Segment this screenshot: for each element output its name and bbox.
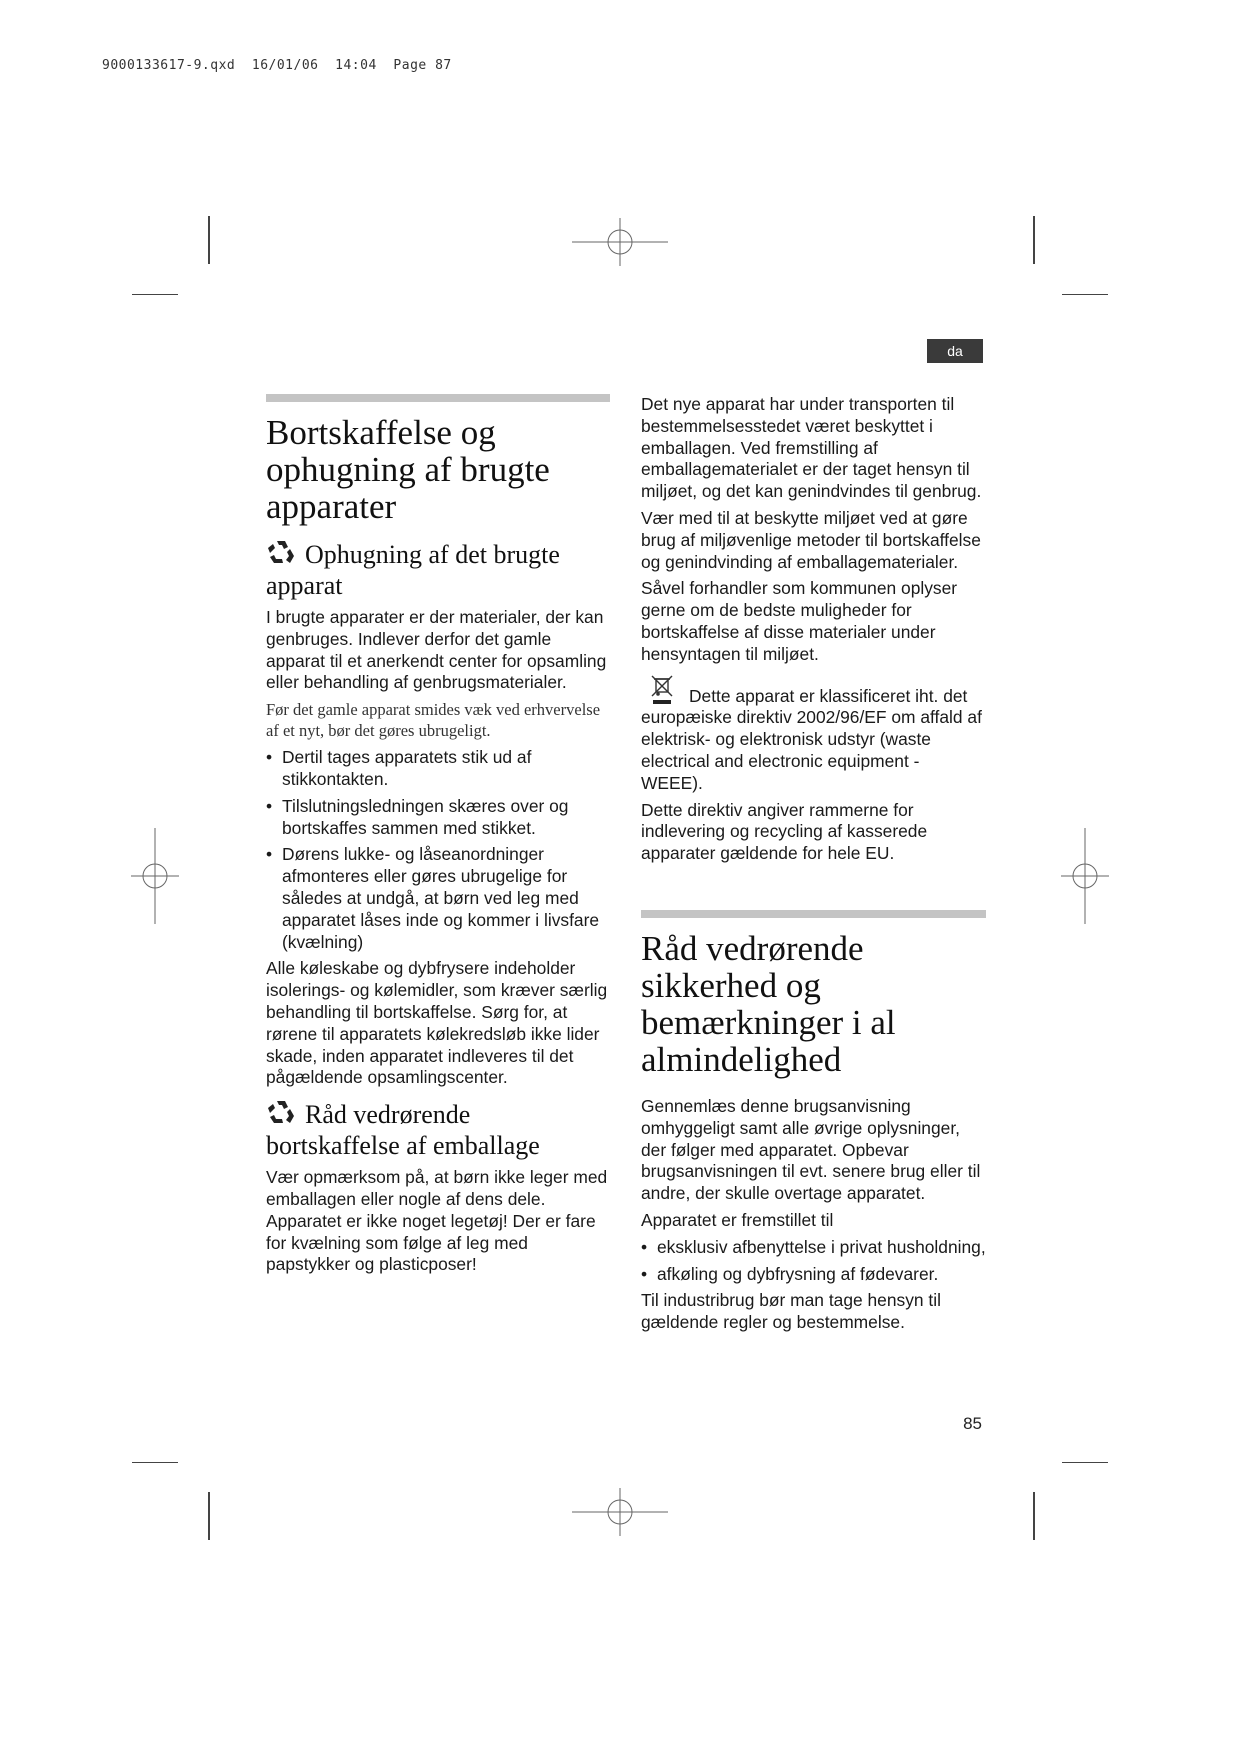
section-heading-text: Råd vedrørende bortskaffelse af emballage [266, 1100, 540, 1161]
list-item: • Dørens lukke- og låseanordninger afmonteres eller gøres ubrugelige for således at undgå, at børn ved leg med apparatet låses inde og kommer i livsfare (kvælning) [266, 844, 600, 952]
section-heading-text: Ophugning af det brugte apparat [266, 540, 560, 600]
print-header: 9000133617-9.qxd 16/01/06 14:04 Page 87 [102, 58, 452, 73]
registration-mark-top [572, 218, 668, 266]
packaging-warning: Vær opmærksom på, at børn ikke leger med emballagen eller nogle af dens dele. Apparatet er ikke noget legetøj! Der er fare for kvælning som følge af leg med papstykker og plasticposer! [266, 1167, 608, 1275]
page-number: 85 [963, 1414, 982, 1433]
registration-mark-bottom [572, 1488, 668, 1536]
safety-paragraph: Gennemlæs denne brugsanvisning omhyggeligt samt alle øvrige oplysninger, der følger med apparatet. Opbevar brugsanvisningen til evt. senere brug eller til andre, der skulle overtage apparatet. [641, 1095, 981, 1204]
list-item: • eksklusiv afbenyttelse i privat husholdning, [641, 1236, 986, 1257]
list-item: • afkøling og dybfrysning af fødevarer. [641, 1263, 939, 1284]
weee-text-2: Dette direktiv angiver rammerne for indlevering og recycling af kasserede apparater gældende for hele EU. [641, 799, 928, 864]
packaging-paragraph: Såvel forhandler som kommunen oplyser gerne om de bedste muligheder for bortskaffelse af disse materialer under hensyntagen til miljøet. [641, 578, 958, 664]
crop-mark [1062, 294, 1108, 295]
registration-mark-right [1061, 828, 1109, 924]
left-column [266, 394, 610, 1281]
crop-mark [1062, 1462, 1108, 1463]
crop-mark [132, 294, 178, 295]
crop-mark [1033, 1492, 1035, 1540]
recycle-icon [266, 1099, 296, 1125]
safety-paragraph: Apparatet er fremstillet til [641, 1209, 834, 1230]
weee-text: Dette apparat er klassificeret iht. det europæiske direktiv 2002/96/EF om affald af elektrisk- og elektronisk udstyr (waste electrical and electronic equipment - WEEE). [641, 685, 982, 793]
list-item: • Tilslutningsledningen skæres over og bortskaffes sammen med stikket. [266, 795, 569, 838]
scrapping-intro: I brugte apparater er der materialer, der kan genbruges. Indlever derfor det gamle apparat til et anerkendt center for opsamling eller behandling af genbrugsmaterialer. [266, 607, 607, 693]
language-badge: da [927, 339, 983, 363]
crop-mark [1033, 216, 1035, 264]
scrapping-closing: Alle køleskabe og dybfrysere indeholder isolerings- og kølemidler, som kræver særlig behandling til bortskaffelse. Sørg for, at rørene til apparatets kølekredsløb ikke lider skade, inden apparatet indleveres til det pågældende opsamlingscenter. [266, 958, 608, 1088]
recycle-icon [266, 539, 296, 565]
list-item: • Dertil tages apparatets stik ud af stikkontakten. [266, 747, 532, 789]
section-heading-scrapping [266, 539, 610, 601]
packaging-paragraph: Vær med til at beskytte miljøet ved at gøre brug af miljøvenlige metoder til bortskaffelse og genindvinding af emballagematerialer. [641, 507, 981, 572]
intended-uses [641, 1237, 986, 1286]
section-heading-packaging [266, 1099, 610, 1161]
packaging-paragraph: Det nye apparat har under transporten til bestemmelsesstedet været beskyttet i emballagen. Ved fremstilling af emballagematerialet er der taget hensyn til miljøet, og det kan genindvindes til genbrug. [641, 394, 982, 502]
right-column [641, 394, 986, 1339]
section-rule [641, 910, 986, 918]
scrapping-steps [266, 747, 610, 953]
weee-notice [641, 674, 986, 865]
registration-mark-left [131, 828, 179, 924]
crop-mark [208, 216, 210, 264]
crossed-out-wheelie-bin-icon [649, 674, 677, 706]
safety-paragraph: Til industribrug bør man tage hensyn til gældende regler og bestemmelse. [641, 1290, 941, 1333]
disposal-title: Bortskaffelse og ophugning af brugte apparater [266, 413, 550, 526]
safety-title: Råd vedrørende sikkerhed og bemærkninger i al almindelighed [641, 928, 896, 1079]
section-rule [266, 394, 610, 402]
crop-mark [208, 1492, 210, 1540]
crop-mark [132, 1462, 178, 1463]
scrapping-note: Før det gamle apparat smides væk ved erhvervelse af et nyt, bør det gøres ubrugeligt. [266, 700, 601, 741]
